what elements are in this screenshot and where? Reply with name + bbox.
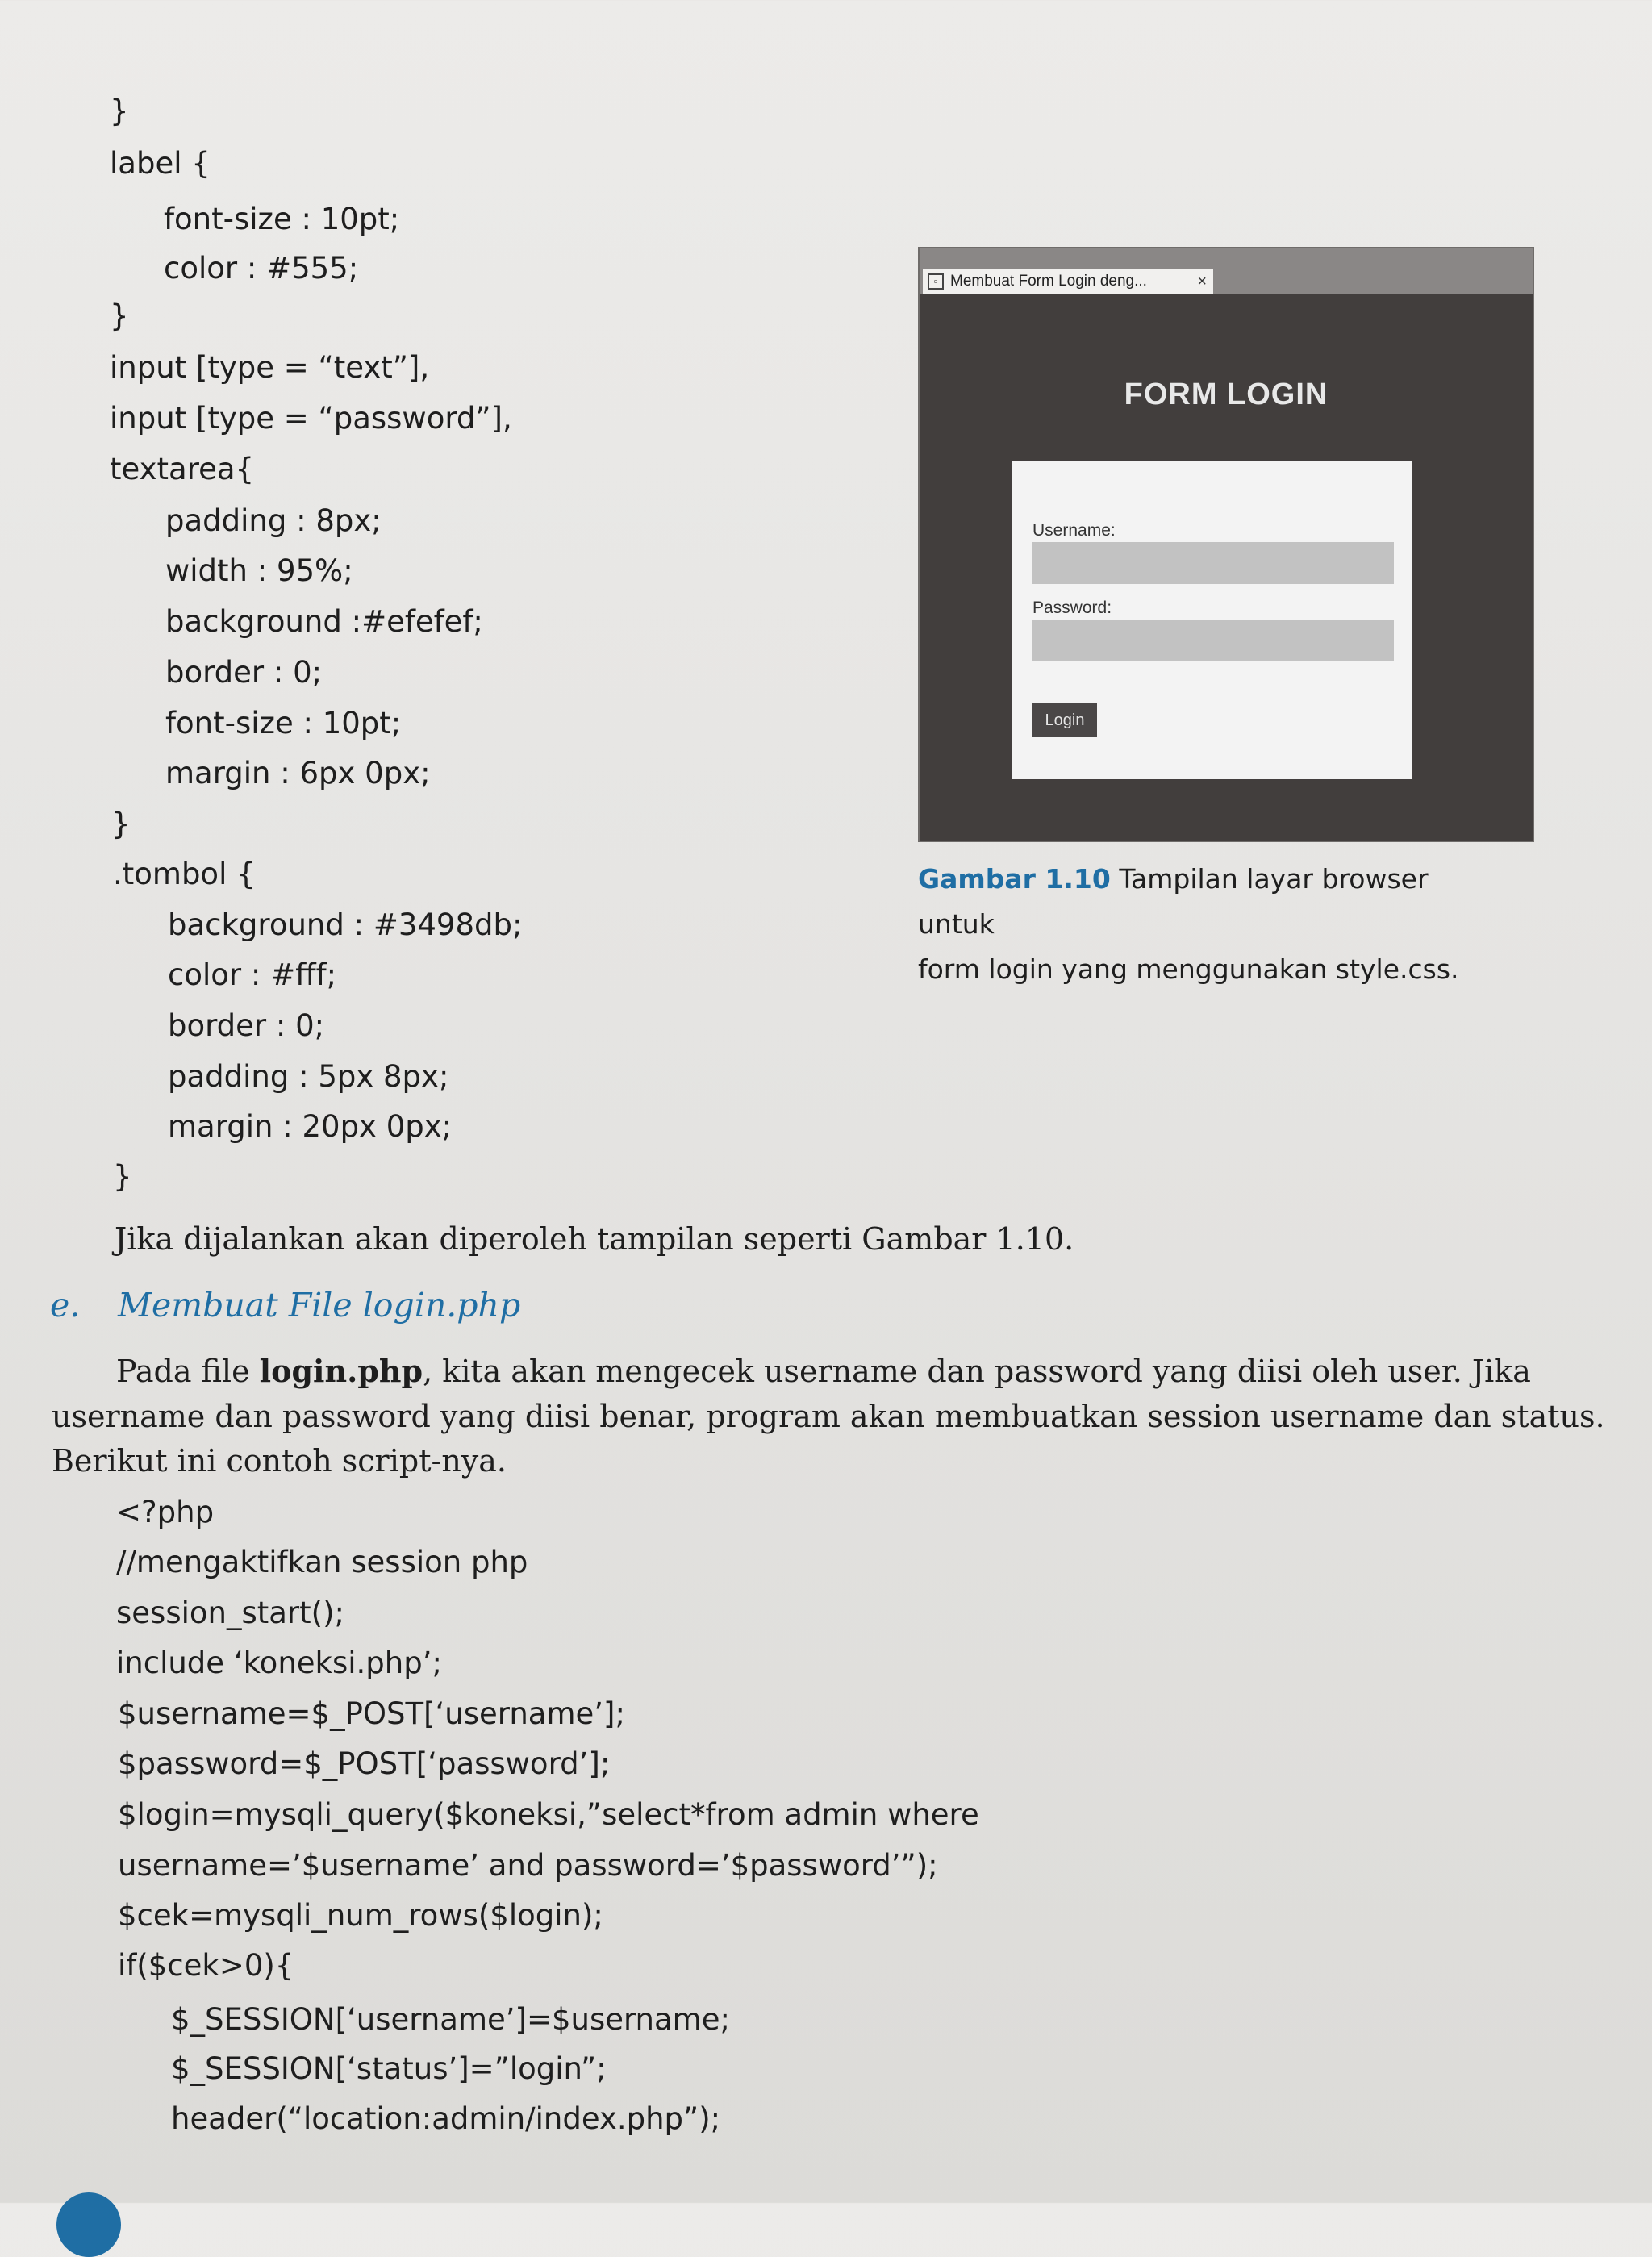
- code-line: $login=mysqli_query($koneksi,”select*from admin where: [118, 1797, 979, 1832]
- code-line: $cek=mysqli_num_rows($login);: [118, 1898, 603, 1933]
- code-line: $_SESSION[‘status’]=”login”;: [171, 2051, 607, 2086]
- browser-tab[interactable]: [923, 269, 1213, 294]
- figure-caption: [918, 857, 1483, 992]
- code-line: }: [113, 1159, 132, 1194]
- code-line: padding : 5px 8px;: [168, 1059, 449, 1094]
- figure-number: Gambar 1.10: [918, 863, 1111, 895]
- code-line: width : 95%;: [165, 553, 353, 588]
- figure-browser-screenshot: [918, 247, 1534, 842]
- browser-tab-bar: [920, 248, 1533, 294]
- password-label: Password:: [1032, 599, 1112, 617]
- username-input[interactable]: [1032, 542, 1394, 584]
- code-line: border : 0;: [168, 1008, 325, 1043]
- username-label: Username:: [1032, 521, 1116, 540]
- paragraph-text: , kita akan mengecek username dan password yang diisi oleh user. Jika: [423, 1354, 1531, 1389]
- page-number-marker: [56, 2192, 121, 2257]
- form-login-heading: FORM LOGIN: [1124, 378, 1329, 411]
- code-line: }: [110, 298, 129, 333]
- code-line: font-size : 10pt;: [165, 706, 402, 741]
- code-line: <?php: [116, 1495, 215, 1529]
- paragraph-line-1: [116, 1349, 1531, 1394]
- code-line: $_SESSION[‘username’]=$username;: [171, 2002, 730, 2037]
- code-line: $password=$_POST[‘password’];: [118, 1746, 611, 1781]
- code-line: border : 0;: [165, 655, 323, 690]
- code-line: margin : 20px 0px;: [168, 1109, 453, 1144]
- code-line: input [type = “password”],: [110, 401, 512, 436]
- page-icon: ▫: [928, 273, 944, 290]
- paragraph-line-3: Berikut ini contoh script-nya.: [52, 1443, 507, 1479]
- login-button[interactable]: Login: [1032, 703, 1097, 737]
- code-line: header(“location:admin/index.php”);: [171, 2101, 721, 2136]
- code-line: input [type = “text”],: [110, 350, 430, 385]
- code-line: if($cek>0){: [118, 1948, 294, 1983]
- code-line: }: [111, 807, 131, 841]
- section-letter: e.: [50, 1286, 81, 1325]
- browser-tab-title: Membuat Form Login deng...: [950, 273, 1147, 290]
- caption-text-line1: Tampilan layar browser untuk: [918, 863, 1429, 940]
- filename-bold: login.php: [259, 1353, 423, 1389]
- code-line: include ‘koneksi.php’;: [116, 1646, 442, 1680]
- caption-text-line2: form login yang menggunakan style.css.: [918, 953, 1459, 985]
- code-line: $username=$_POST[‘username’];: [118, 1696, 625, 1731]
- code-line: session_start();: [116, 1596, 344, 1630]
- code-line: username=’$username’ and password=’$password’”);: [118, 1848, 938, 1883]
- code-line: font-size : 10pt;: [164, 202, 400, 236]
- section-title: Membuat File login.php: [118, 1286, 521, 1325]
- code-line: label {: [110, 146, 211, 181]
- section-heading: [50, 1286, 520, 1325]
- code-line: padding : 8px;: [165, 503, 382, 538]
- close-icon[interactable]: ×: [1197, 273, 1207, 290]
- code-line: color : #fff;: [168, 957, 337, 992]
- code-line: }: [110, 94, 129, 128]
- code-line: color : #555;: [164, 251, 359, 286]
- paragraph-text: Pada file: [116, 1354, 260, 1389]
- code-line: textarea{: [110, 452, 255, 486]
- code-line: margin : 6px 0px;: [165, 756, 431, 791]
- code-line: background : #3498db;: [168, 907, 523, 942]
- login-form-card: [1012, 461, 1412, 779]
- run-sentence: Jika dijalankan akan diperoleh tampilan seperti Gambar 1.10.: [115, 1221, 1074, 1257]
- password-input[interactable]: [1032, 620, 1394, 661]
- code-line: .tombol {: [113, 857, 256, 891]
- code-line: background :#efefef;: [165, 604, 483, 639]
- paragraph-line-2: username dan password yang diisi benar, program akan membuatkan session username dan status.: [52, 1399, 1605, 1434]
- code-line: //mengaktifkan session php: [116, 1545, 528, 1579]
